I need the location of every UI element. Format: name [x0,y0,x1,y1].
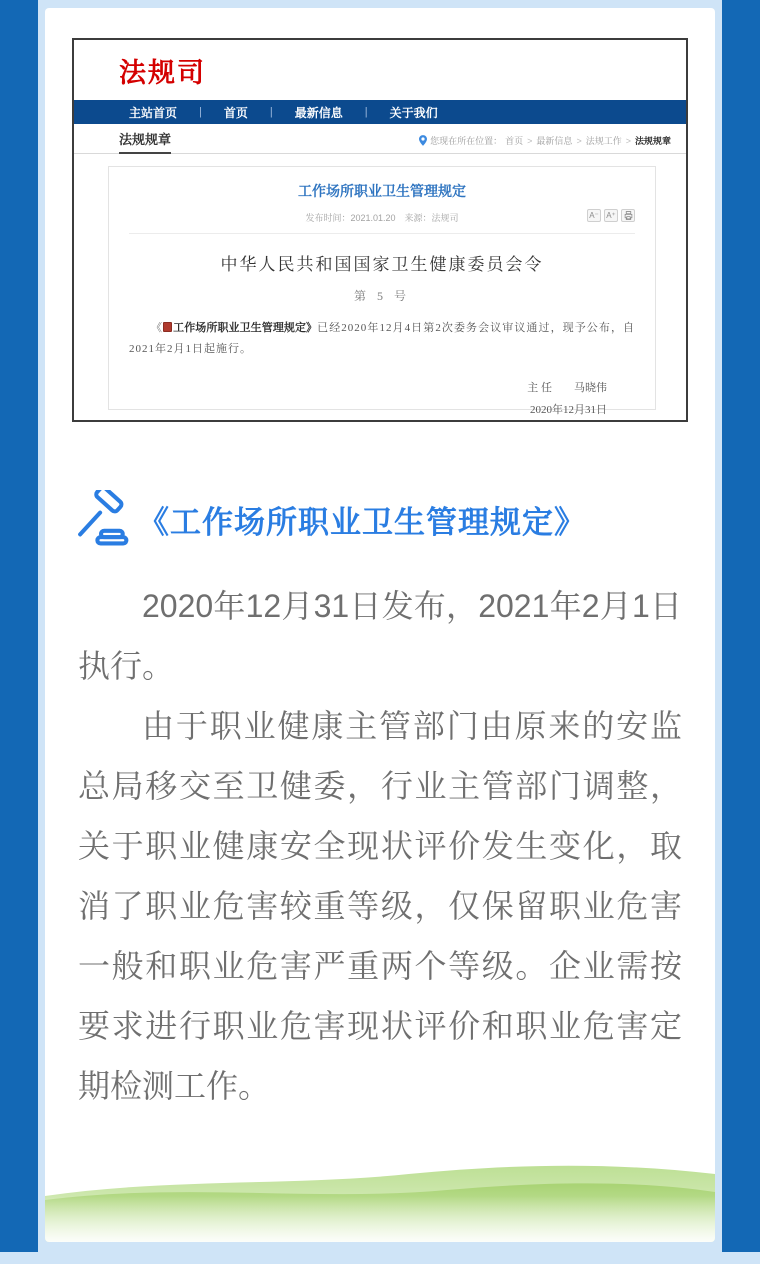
wave-fade-overlay [45,1196,715,1242]
content-card [45,8,715,1242]
decree-paragraph-bold: 工作场所职业卫生管理规定》 [173,322,318,334]
breadcrumb-prefix: 您现在所在位置： [430,136,503,146]
website-screenshot [72,38,688,422]
breadcrumb-item-latest-news[interactable]: 最新信息 [536,136,573,146]
signature-block [129,377,635,421]
article-panel [108,166,656,416]
section-header-row [74,124,686,154]
decree-paragraph [129,318,635,361]
breadcrumb-separator: > [576,135,582,146]
article-title: 工作场所职业卫生管理规定 [298,183,466,199]
section-title: 法规规章 [119,129,171,154]
site-header [74,40,686,100]
body-paragraph-2: 由于职业健康主管部门由原来的安监总局移交至卫健委，行业主管部门调整，关于职业健康安全现状评价发生变化，取消了职业危害较重等级，仅保留职业危害一般和职业危害严重两个等级。企业需按要求进行职业危害现状评价和职业危害定期检测工作。 [78,708,682,1104]
breadcrumb-separator: > [625,135,631,146]
decree-number: 第 5 号 [353,289,410,303]
signer-title: 主 任 [527,381,552,394]
main-heading: 《工作场所职业卫生管理规定》 [138,504,586,540]
breadcrumb-item-legal-work[interactable]: 法规工作 [585,136,622,146]
nav-item-latest-news[interactable]: 最新信息 [294,105,343,120]
nav-item-home[interactable]: 首页 [223,105,248,120]
font-smaller-button[interactable]: A⁻ [587,209,601,222]
nav-separator: | [364,106,368,118]
decree-paragraph-rest: 已经2020年12月4日第2次委务会议审议通过，现予公布，自2021年2月1日起施行。 [129,322,636,356]
decree-paragraph-open: 《 [151,322,164,334]
location-pin-icon [419,135,427,146]
wave-decoration [45,1152,715,1242]
printer-icon [624,211,633,220]
nav-item-home-main[interactable]: 主站首页 [129,105,178,120]
site-logo: 法规司 [119,57,206,88]
nav-separator: | [199,106,202,118]
font-larger-button[interactable]: A⁺ [604,209,618,222]
left-border-bar [0,0,38,1252]
print-button[interactable] [621,209,635,222]
main-heading-row [72,490,586,548]
document-icon [163,322,172,332]
main-body [78,576,682,1116]
signer-name: 马晓伟 [574,381,607,394]
signature-date: 2020年12月31日 [530,403,607,416]
gavel-icon [72,490,130,548]
nav-item-about-us[interactable]: 关于我们 [389,105,438,120]
right-border-bar [722,0,760,1252]
site-navbar [74,100,686,124]
body-paragraph-1: 2020年12月31日发布，2021年2月1日执行。 [78,588,682,684]
breadcrumb-separator: > [527,135,533,146]
decree-heading: 中华人民共和国国家卫生健康委员会令 [220,255,544,274]
breadcrumb-item-home[interactable]: 首页 [505,136,524,146]
article-meta-row [129,211,635,234]
breadcrumb [419,134,674,153]
article-meta: 发布时间：2021.01.20 来源：法规司 [305,213,459,223]
nav-separator: | [269,106,273,118]
signature-line [129,377,607,399]
breadcrumb-item-current: 法规规章 [634,136,671,146]
article-tools [587,209,635,222]
